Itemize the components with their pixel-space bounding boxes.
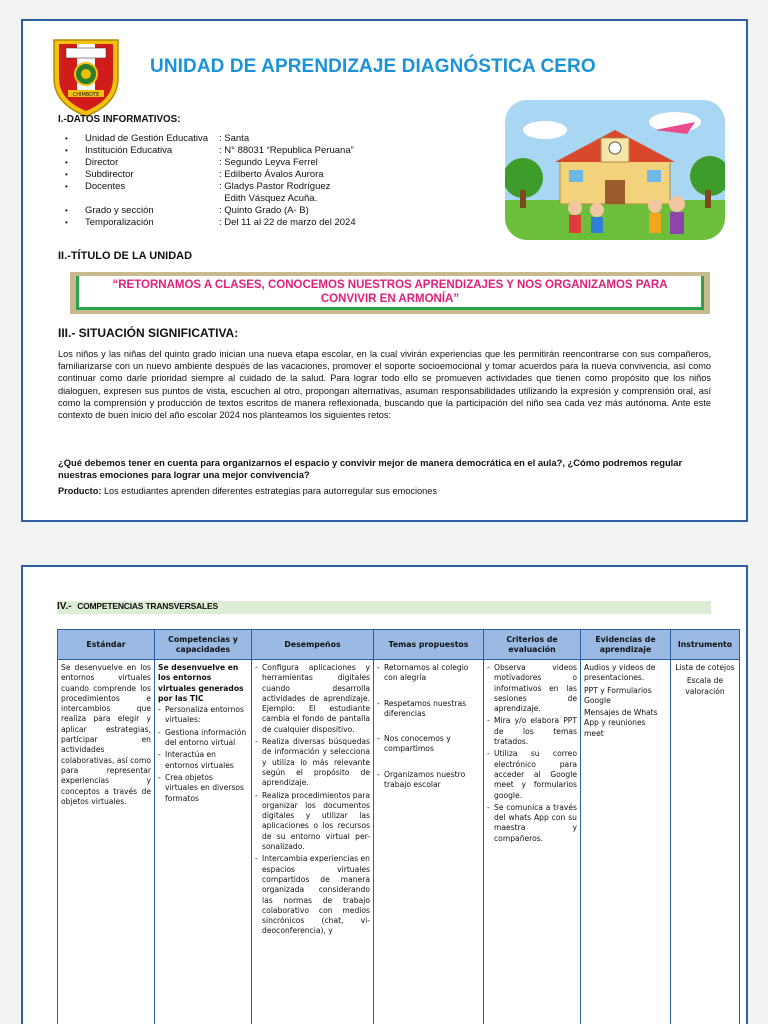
situacion-paragraph: Los niños y las niñas del quinto grado inician una nueva etapa escolar, en la cual vivirán experiencias que les permitirán reencontrarse con sus compañeros, familiarizarse con un nuevo ambiente después de las vacaciones, promover el soporte socioemocional y tomar acuerdos para la nueva convivencia, así como continuar como darle prioridad siempre al cuidado de la salud. Para lograr todo ello se promueven actividades que tienen como propósito que los niños dialoguen, expresen sus puntos de vista, escuchen al otro, propongan alternativas, asuman responsabilidades utilizando la expresión y comprensión oral, así como la comprensión y producción de textos escritos de manera reflexionada, buscando que la participación del niño sea cada vez más autónoma. Ante este contexto de buen inicio del año escolar 2024 nos planteamos los siguientes retos: (58, 349, 711, 421)
table-row (58, 660, 740, 1024)
evidencia-item: PPT y Formularios Google (584, 685, 652, 705)
capacidad-item: - Personaliza entornos virtuales: (158, 705, 248, 726)
desempeno-item: - Realiza diversas búsquedas de información y selecciona y utiliza lo más relevante según el propósito de aprendizaje. (255, 737, 370, 788)
column-header: Desempeños (252, 630, 374, 660)
school-illustration (505, 100, 725, 240)
criterio-item: - Observa videos motivadores o informativos en las sesiones de aprendizaje. (487, 663, 577, 714)
criterio-item: - Se comunica a través del whats App con su maestra y compañeros. (487, 803, 577, 844)
unit-title-line1: “RETORNAMOS A CLASES, CONOCEMOS NUESTROS APRENDIZAJES Y NOS ORGANIZAMOS PARA (112, 279, 668, 291)
column-header: Estándar (58, 630, 155, 660)
column-header: Instrumento (671, 630, 740, 660)
producto-label: Producto: (58, 486, 102, 496)
retos-question: ¿Qué debemos tener en cuenta para organizarnos el espacio y convivir mejor de manera democrática en el aula?, ¿Cómo podremos regular nuestras emociones para lograr una mejor convivencia? (58, 457, 683, 480)
datos-heading: I.-DATOS INFORMATIVOS: (58, 114, 181, 125)
titulo-heading: II.-TÍTULO DE LA UNIDAD (58, 250, 193, 262)
evidencias-cell (581, 660, 671, 1024)
shield-seal-icon (46, 30, 126, 120)
table-header-row (58, 630, 740, 660)
criterio-item: - Mira y/o elabora PPT de los temas tratados. (487, 716, 577, 747)
evidencia-item: Mensajes de Whats App y reuniones meet (584, 708, 658, 738)
temas-cell (374, 660, 484, 1024)
column-header: Temas propuestos (374, 630, 484, 660)
tema-item: - Respetamos nuestras diferencias (377, 699, 480, 720)
instrumento-cell (671, 660, 740, 1024)
competencia-cell (155, 660, 252, 1024)
estandar-cell: Se desenvuelve en los entornos virtuales cuando comprende los procedimientos e intercambios que realiza para elegir y aplicar estrategias, participar en actividades colaborativas, así como para representar experiencias y conceptos a través de objetos virtuales. (58, 660, 155, 1024)
situacion-heading: III.- SITUACIÓN SIGNIFICATIVA: (58, 326, 239, 340)
page-one (21, 19, 748, 522)
column-header: Evidencias de aprendizaje (581, 630, 671, 660)
page-title: UNIDAD DE APRENDIZAJE DIAGNÓSTICA CERO (150, 56, 596, 77)
capacidad-item: - Interactúa en entornos virtuales (158, 750, 248, 771)
capacidad-item: - Crea objetos virtuales en diversos formatos (158, 773, 248, 804)
desempenos-cell (252, 660, 374, 1024)
column-header: Competencias y capacidades (155, 630, 252, 660)
desempeno-item: - Realiza procedimientos para organizar los documentos digitales y utilizar las aplicaciones o los recursos de su entorno virtual per-sonalizado. (255, 791, 370, 853)
tema-item: - Retornamos al colegio con alegría (377, 663, 480, 684)
competencia-title: Se desenvuelve en los entornos virtuales generados por las TIC (158, 663, 244, 703)
unit-title-line2: CONVIVIR EN ARMONÍA” (320, 293, 460, 305)
instrumento-item: Lista de cotejos (675, 663, 735, 672)
producto-line (58, 485, 711, 497)
svg-text:CHIMBOTE: CHIMBOTE (72, 92, 100, 98)
competencias-table (57, 629, 740, 1024)
capacidad-item: - Gestiona información del entorno virtual (158, 728, 248, 749)
instrumento-item: Escala de valoración (685, 676, 725, 696)
desempeno-item: - Configura aplicaciones y herramientas digitales cuando desarrolla actividades de aprendizaje. Ejemplo: El estudiante cambia el fondo de pantalla de cualquier dispositivo. (255, 663, 370, 735)
column-header: Criterios de evaluación (484, 630, 581, 660)
tema-item: - Nos conocemos y compartimos (377, 734, 480, 755)
unit-title-banner (70, 272, 710, 314)
criterios-cell (484, 660, 581, 1024)
evidencia-item: Audios y videos de presentaciones. (584, 663, 656, 683)
producto-text: Los estudiantes aprenden diferentes estrategias para autorregular sus emociones (101, 486, 437, 496)
tema-item: - Organizamos nuestro trabajo escolar (377, 770, 480, 791)
competencias-heading: IV.- COMPETENCIAS TRANSVERSALES (57, 601, 218, 612)
desempeno-item: - Intercambia experiencias en espacios virtuales compartidos de manera organizada considerando las normas de trabajo colaborativo con medios sincrónicos (chat, vi-deoconferencia), y (255, 854, 370, 936)
criterio-item: - Utiliza su correo electrónico para acceder al Google meet y formularios google. (487, 749, 577, 800)
